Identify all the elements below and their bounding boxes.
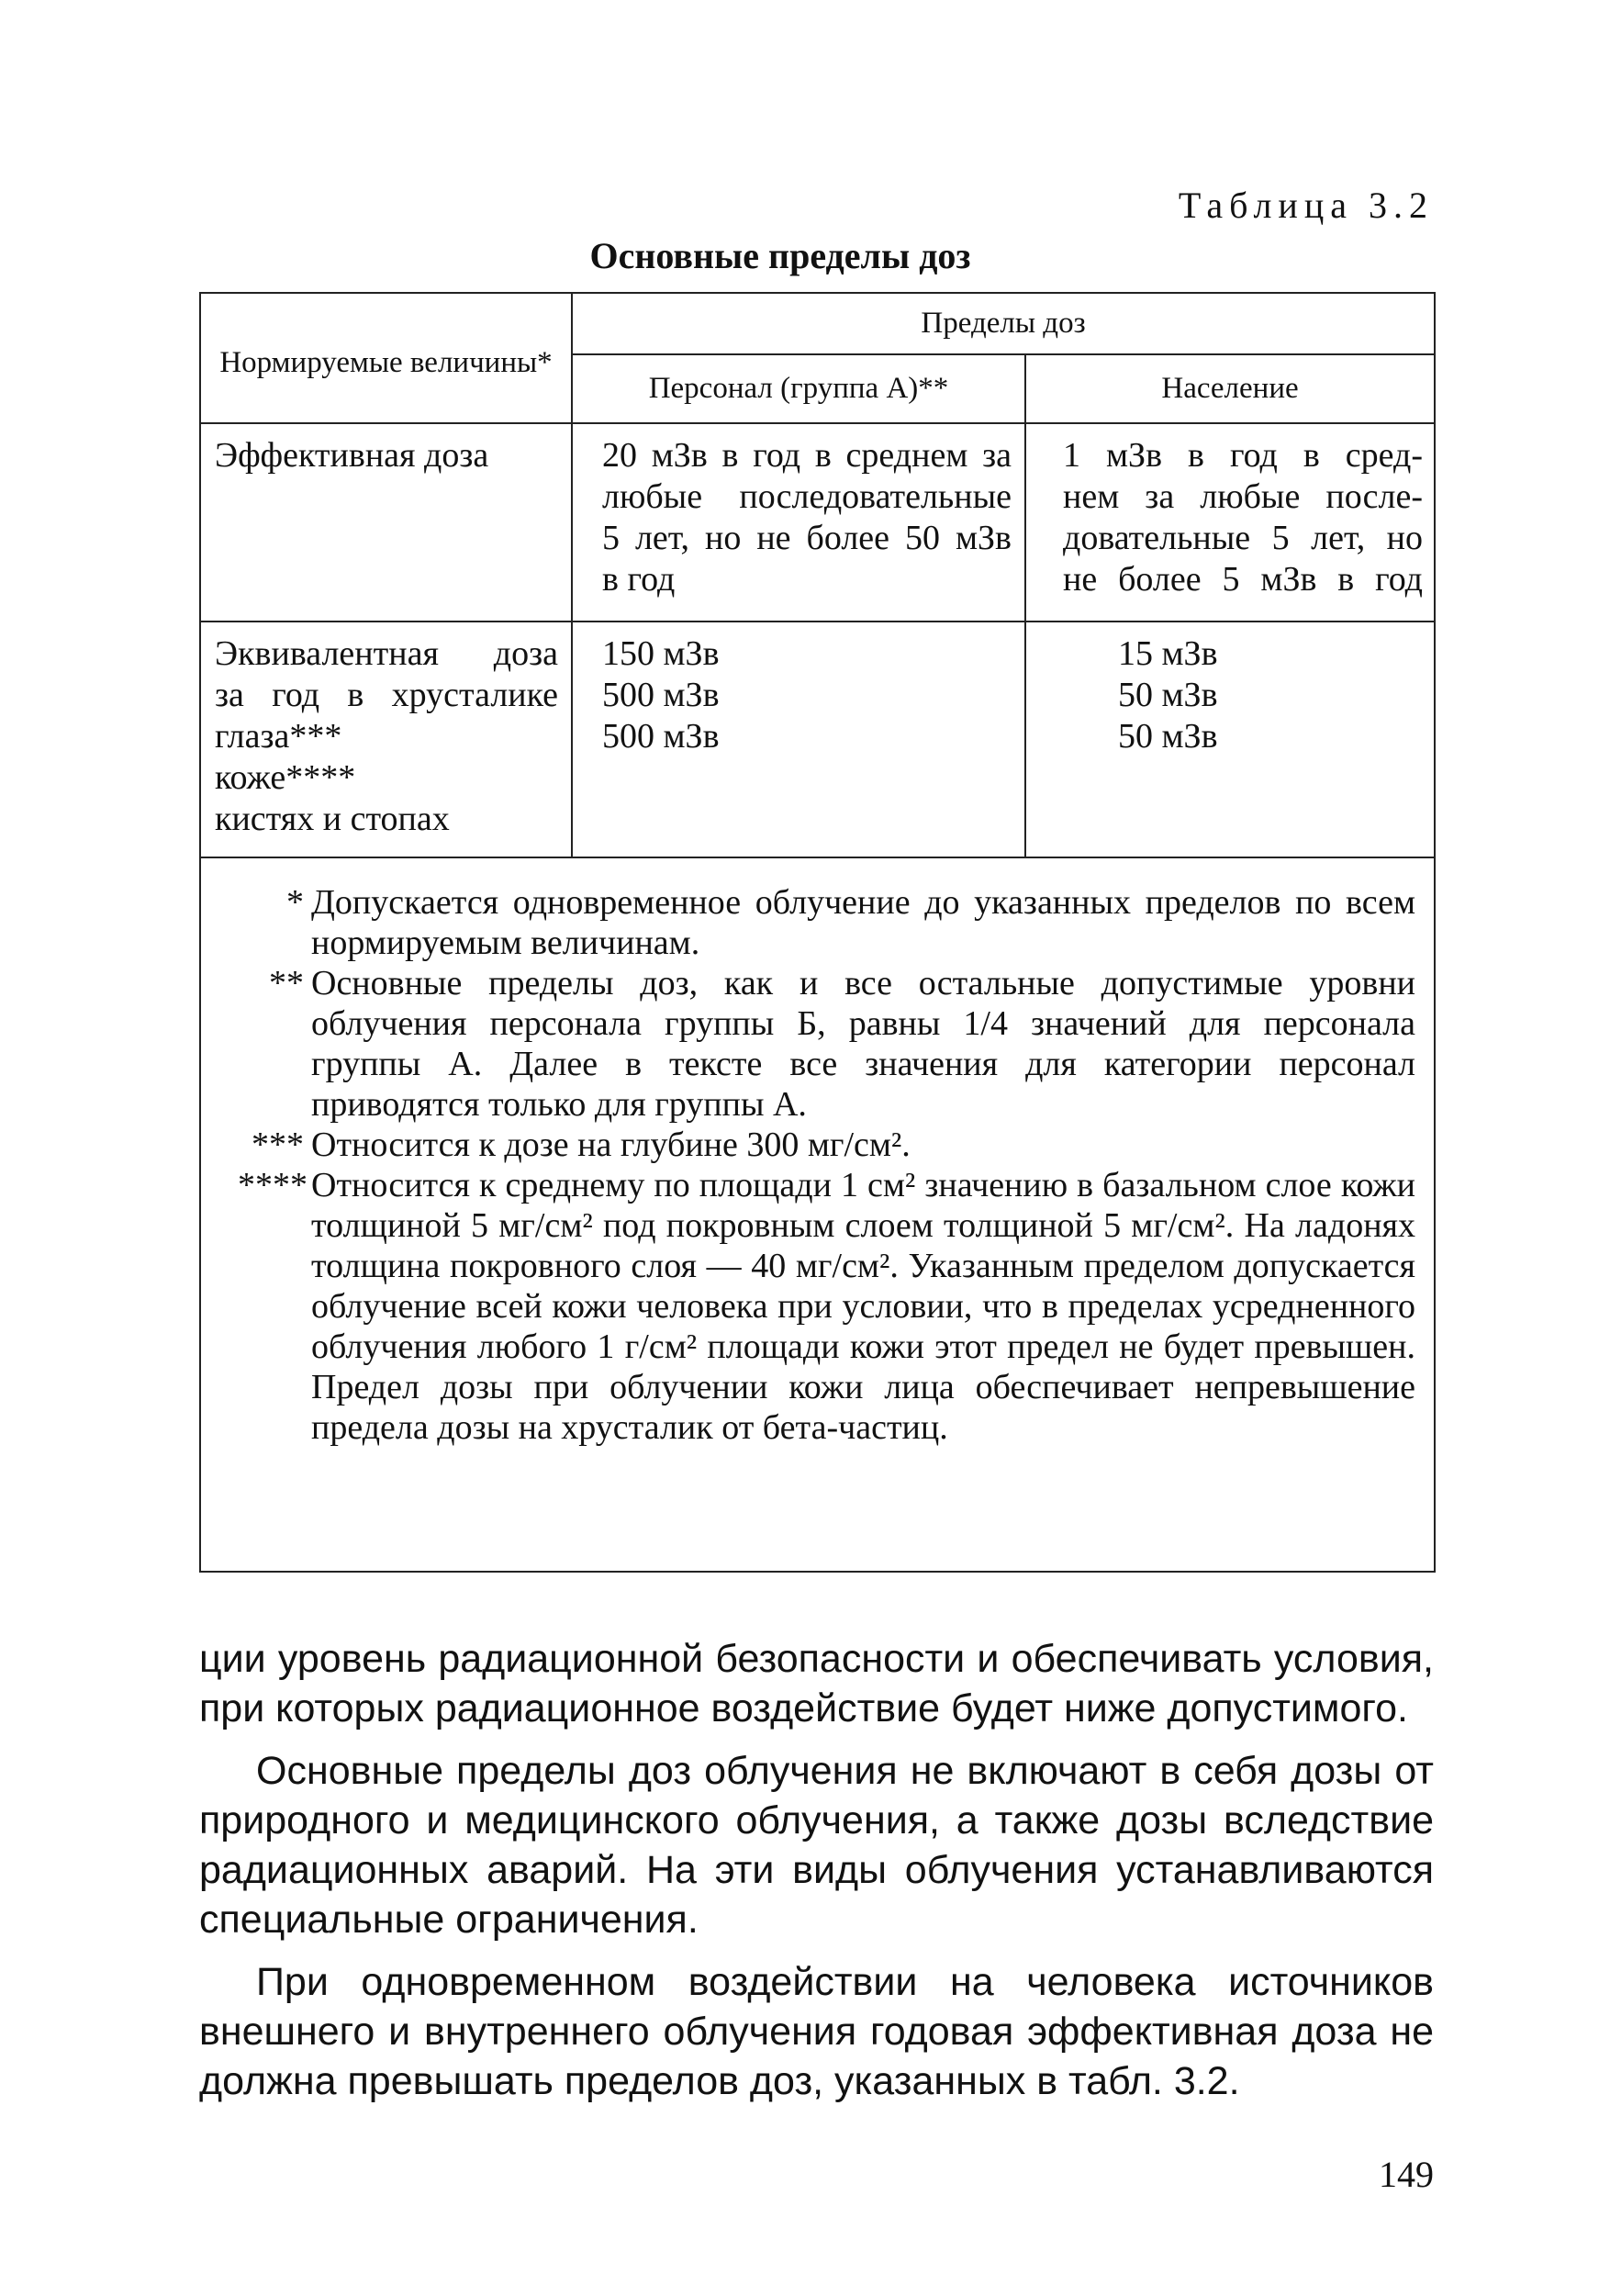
cell-quantity (200, 423, 572, 622)
footnote-mark: **** (238, 1166, 308, 1204)
cell-line: 15 мЗв (1118, 634, 1218, 673)
cell-line: не более 5 мЗв в год (1063, 560, 1424, 599)
cell-population (1025, 423, 1435, 622)
paragraph: ции уровень радиационной безопасности и обеспечивать условия, при которых радиационное воздействие будет ниже допустимого. (199, 1637, 1434, 1730)
cell-line: любые последовательные (602, 477, 1012, 516)
cell-line: кистях и стопах (215, 800, 450, 838)
cell-line: глаза*** (215, 717, 342, 756)
footnote (238, 882, 1415, 963)
dose-limits-table (199, 292, 1436, 1573)
cell-line: за год в хрусталике (215, 676, 558, 714)
table-notes (200, 857, 1435, 1572)
cell-line: коже**** (215, 758, 356, 797)
cell-line: 1 мЗв в год в сред- (1063, 436, 1424, 475)
footnote-text: Относится к дозе на глубине 300 мг/см². (311, 1126, 911, 1164)
table-number-label: Таблица 3.2 (1178, 185, 1434, 226)
cell-line: довательные 5 лет, но (1063, 519, 1424, 557)
footnote-text: Основные пределы доз, как и все остальные допустимые уровни облучения персонала группы Б, равны 1/4 значений для персонала группы А. Далее в тексте все значения для категории персонал приводятся только для группы А. (311, 964, 1416, 1124)
footnote-text: Допускается одновременное облучение до указанных пределов по всем нормируемым величинам. (311, 883, 1416, 962)
footnote (238, 1125, 1415, 1165)
cell-line: 500 мЗв (602, 717, 720, 756)
cell-line: 50 мЗв (1118, 676, 1218, 714)
cell-line: 20 мЗв в год в среднем за (602, 436, 1012, 475)
cell-quantity (200, 622, 572, 857)
table-notes-row (200, 857, 1435, 1572)
table-row (200, 423, 1435, 622)
header-dose-limits: Пределы доз (572, 293, 1435, 354)
header-population: Население (1025, 354, 1435, 423)
footnote-mark: *** (252, 1126, 304, 1164)
cell-personnel (572, 423, 1025, 622)
body-text (199, 1634, 1434, 2119)
cell-line: нем за любые после- (1063, 477, 1424, 516)
cell-line: 5 лет, но не более 50 мЗв (602, 519, 1012, 557)
cell-line: 500 мЗв (602, 676, 720, 714)
footnote-mark: ** (269, 964, 304, 1002)
cell-population (1025, 622, 1435, 857)
header-personnel: Персонал (группа А)** (572, 354, 1025, 423)
footnote (238, 1165, 1415, 1448)
cell-line: Эффективная доза (215, 436, 489, 475)
cell-line: 150 мЗв (602, 634, 720, 673)
paragraph: Основные пределы доз облучения не включают в себя дозы от природного и медицинского облучения, а также дозы вследствие радиационных аварий. На эти виды облучения устанавливаются специальные ограничения. (199, 1749, 1434, 1942)
table-title: Основные пределы доз (589, 235, 971, 276)
cell-line: 50 мЗв (1118, 717, 1218, 756)
paragraph: При одновременном воздействии на человека источников внешнего и внутреннего облучения годовая эффективная доза не должна превышать пределов доз, указанных в табл. 3.2. (199, 1960, 1434, 2103)
cell-line: в год (602, 560, 676, 599)
footnote (238, 963, 1415, 1125)
table-row (200, 622, 1435, 857)
header-quantities: Нормируемые величины* (200, 293, 572, 423)
cell-personnel (572, 622, 1025, 857)
cell-line: Эквивалентная доза (215, 634, 558, 673)
page-number: 149 (1379, 2154, 1434, 2195)
footnote-mark: * (286, 883, 304, 922)
footnote-text: Относится к среднему по площади 1 см² значению в базальном слое кожи толщиной 5 мг/см² под покровным слоем толщиной 5 мг/см². На ладонях толщина покровного слоя — 40 мг/см². Указанным пределом допускается облучение всей кожи человека при условии, что в пределах усредненного облучения любого 1 г/см² площади кожи этот предел не будет превышен. Предел дозы при облучении кожи лица обеспечивает непревышение предела дозы на хрусталик от бета-частиц. (311, 1166, 1416, 1447)
